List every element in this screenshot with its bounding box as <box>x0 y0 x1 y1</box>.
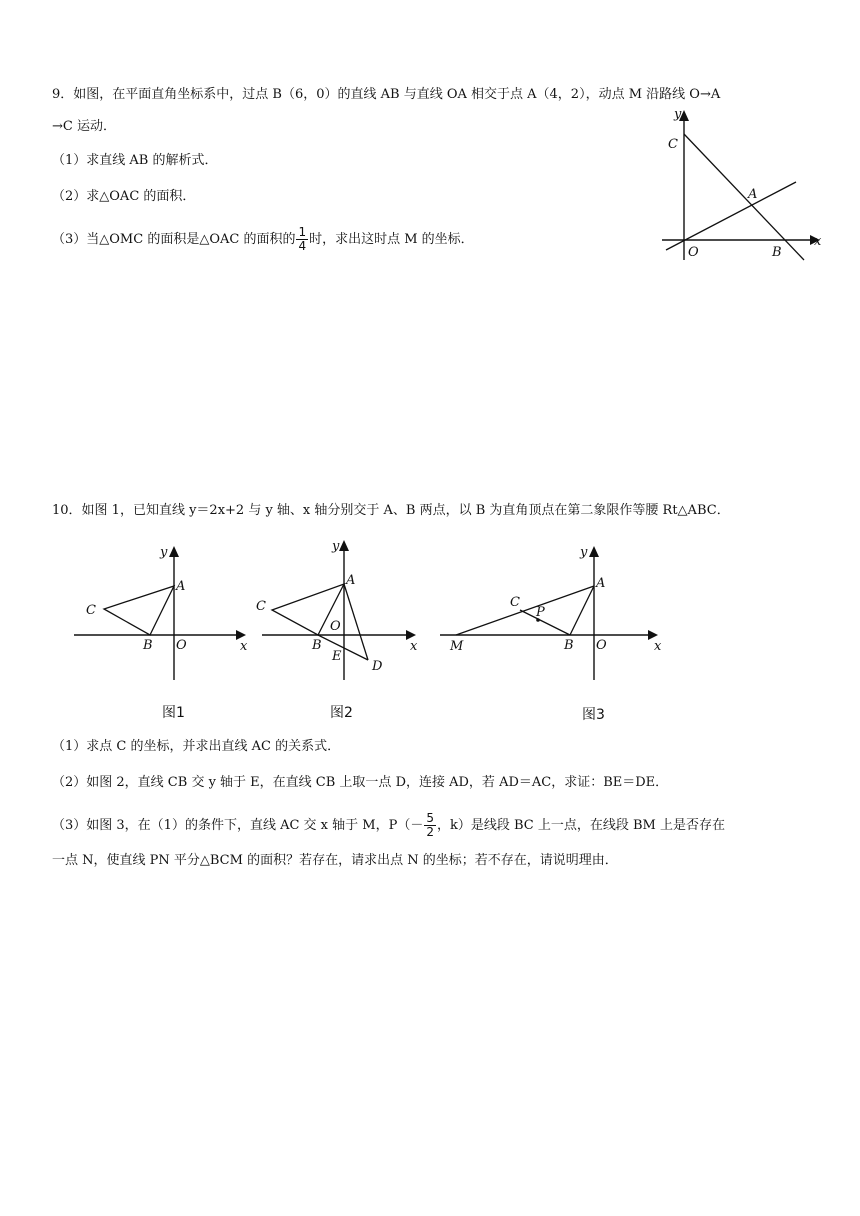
fig3-label-p: P <box>536 605 545 620</box>
fig1-triangle-abc <box>104 586 174 635</box>
fig2-label-e: E <box>332 649 342 664</box>
q10-figure-3 <box>436 540 666 680</box>
q10-part3-before: （3）如图 3，在（1）的条件下，直线 AC 交 x 轴于 M，P（－ <box>52 818 424 833</box>
fig2-label-y: y <box>332 539 340 554</box>
q9-line-ab <box>684 134 804 260</box>
q10-fraction <box>424 812 436 839</box>
q10-stem: 10．如图 1，已知直线 y＝2x+2 与 y 轴、x 轴分别交于 A、B 两点，以 B 为直角顶点在第二象限作等腰 Rt△ABC． <box>52 503 730 518</box>
fig2-line-ad <box>344 584 368 660</box>
fig3-line-bc <box>520 610 570 635</box>
fig1-label-y: y <box>160 545 168 560</box>
fig3-y-arrow <box>589 546 599 557</box>
fig2-label-d: D <box>372 659 383 674</box>
q9-part3 <box>52 226 474 253</box>
q10-part3 <box>52 812 725 839</box>
fig1-y-arrow <box>169 546 179 557</box>
fig2-label-o: O <box>330 619 341 634</box>
fig3-label-o: O <box>596 638 607 653</box>
q9-stem-line1: 9．如图，在平面直角坐标系中，过点 B（6，0）的直线 AB 与直线 OA 相交于点 A（4，2），动点 M 沿路线 O→A <box>52 87 721 102</box>
q10-part3-line2: 一点 N，使直线 PN 平分△BCM 的面积？若存在，请求出点 N 的坐标；若不存在，请说明理由． <box>52 853 618 868</box>
fig3-label-m: M <box>450 639 464 654</box>
q9-label-y: y <box>674 107 682 122</box>
q9-fraction-den: 4 <box>298 239 307 253</box>
q10-part3-after: ，k）是线段 BC 上一点，在线段 BM 上是否存在 <box>436 818 725 833</box>
q10-part2: （2）如图 2，直线 CB 交 y 轴于 E，在直线 CB 上取一点 D，连接 AD，若 AD＝AC，求证：BE＝DE． <box>52 775 669 790</box>
q10-figure-1 <box>70 540 255 680</box>
fig1-label-o: O <box>176 638 187 653</box>
q9-label-c: C <box>668 137 678 152</box>
fig3-label-a: A <box>596 576 606 591</box>
fig1-label-b: B <box>143 638 153 653</box>
q9-part2: （2）求△OAC 的面积． <box>52 189 196 204</box>
q9-label-o: O <box>688 245 699 260</box>
fig3-label-b: B <box>564 638 574 653</box>
fig3-caption: 图3 <box>582 707 605 723</box>
fig1-label-a: A <box>176 579 186 594</box>
fig3-label-y: y <box>580 545 588 560</box>
fig2-y-arrow <box>339 540 349 551</box>
q9-figure <box>656 104 836 266</box>
q9-label-x: x <box>814 234 822 249</box>
q10-fraction-den: 2 <box>426 825 434 839</box>
fig2-label-x: x <box>410 639 418 654</box>
q10-fraction-num: 5 <box>426 811 434 825</box>
q9-label-a: A <box>748 187 758 202</box>
fig2-label-c: C <box>256 599 266 614</box>
q10-figure-2 <box>256 534 426 680</box>
q9-part3-before: （3）当△OMC 的面积是△OAC 的面积的 <box>52 232 296 247</box>
q9-part1: （1）求直线 AB 的解析式． <box>52 153 218 168</box>
q10-part1: （1）求点 C 的坐标，并求出直线 AC 的关系式． <box>52 739 341 754</box>
q9-fraction <box>296 226 308 253</box>
fig3-label-x: x <box>654 639 662 654</box>
fig2-label-a: A <box>346 573 356 588</box>
fig3-label-c: C <box>510 595 520 610</box>
fig1-label-c: C <box>86 603 96 618</box>
fig1-caption: 图1 <box>162 705 185 721</box>
fig2-label-b: B <box>312 638 322 653</box>
q9-label-b: B <box>772 245 782 260</box>
fig2-caption: 图2 <box>330 705 353 721</box>
q9-stem-line2: →C 运动． <box>52 119 116 134</box>
q9-fraction-num: 1 <box>298 225 307 239</box>
q9-part3-after: 时，求出这时点 M 的坐标． <box>309 232 474 247</box>
fig2-line-bd <box>318 635 368 660</box>
fig1-label-x: x <box>240 639 248 654</box>
